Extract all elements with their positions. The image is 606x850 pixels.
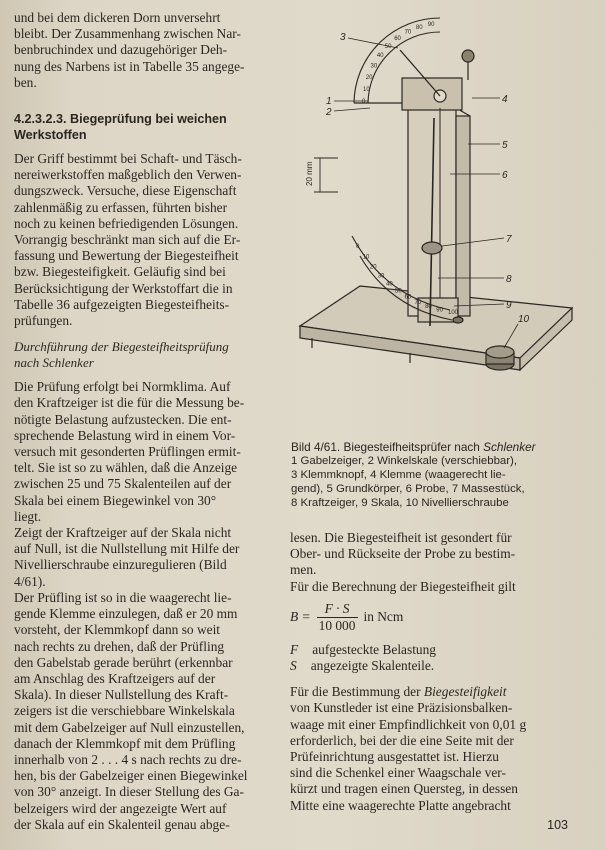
text-line: der Skala auf ein Skalenteil genau abge- bbox=[14, 816, 230, 832]
subheading bbox=[14, 339, 282, 371]
force-scale-label: 10 bbox=[362, 254, 370, 261]
text-line: mit dem Gabelzeiger auf Null einzustellen, bbox=[14, 719, 245, 735]
text-line: Prüfeinrichtung ausgestattet ist. Hierzu bbox=[290, 749, 499, 765]
caption-line: 1 Gabelzeiger, 2 Winkelskale (verschiebbar), bbox=[291, 455, 518, 467]
legend-text: angezeigte Skalenteile. bbox=[310, 658, 435, 674]
caption-title bbox=[291, 440, 591, 454]
force-scale-label: 60 bbox=[404, 294, 412, 301]
caption-line: gend), 5 Grundkörper, 6 Probe, 7 Massestück, bbox=[291, 483, 525, 495]
angle-scale-label: 70 bbox=[404, 29, 412, 36]
caption-line: 8 Kraftzeiger, 9 Skala, 10 Nivellierschraube bbox=[291, 497, 509, 509]
text-line: auf Null, ist die Nullstellung mit Hilfe der bbox=[14, 541, 240, 557]
text-line: dungszweck. Versuche, diese Eigenschaft bbox=[14, 183, 237, 199]
figure-caption bbox=[291, 440, 591, 510]
callout-8: 8 bbox=[506, 274, 512, 285]
force-scale-label: 80 bbox=[425, 304, 432, 311]
formula-denominator: 10 000 bbox=[318, 617, 356, 633]
right-column bbox=[290, 530, 580, 814]
text-line: sprechende Belastung wird in einem Vor- bbox=[14, 427, 236, 443]
callout-10: 10 bbox=[518, 314, 530, 325]
section-title-line2: Werkstoffen bbox=[14, 128, 87, 143]
text-line: den Gabelstab gerade berührt (erkennbar bbox=[14, 654, 233, 670]
text-line: danach der Klemmkopf mit dem Prüfling bbox=[14, 735, 236, 751]
angle-scale-label: 10 bbox=[363, 86, 370, 93]
force-scale-label: 30 bbox=[377, 273, 385, 280]
caption-title-name: Schlenker bbox=[483, 440, 536, 454]
text-line: bzw. Biegesteifigkeit. Geläufig sind bei bbox=[14, 264, 226, 280]
formula-intro: Für die Berechnung der Biegesteifheit gilt bbox=[290, 578, 516, 594]
legend-item bbox=[290, 642, 580, 658]
text-line: innerhalb von 2 . . . 4 s nach rechts zu dre- bbox=[14, 751, 242, 767]
angle-scale-label: 20 bbox=[365, 74, 373, 81]
text-line: vorsteht, der Klemmkopf dann so weit bbox=[14, 622, 221, 638]
text-line: Der Prüfling ist so in die waagerecht lie- bbox=[14, 589, 232, 605]
left-column bbox=[14, 10, 282, 833]
text-line: hen, bis der Gabelzeiger einen Biegewinkel bbox=[14, 768, 248, 784]
page-number: 103 bbox=[547, 818, 568, 832]
formula-unit: in Ncm bbox=[363, 609, 404, 625]
subheading-line2: nach Schlenker bbox=[14, 355, 94, 371]
callout-5: 5 bbox=[502, 140, 508, 151]
text-line: gende Klemme einzulegen, daß er 20 mm bbox=[14, 606, 238, 622]
caption-line: 3 Klemmknopf, 4 Klemme (waagerecht lie- bbox=[291, 469, 506, 481]
text-line: telt. Sie ist so zu wählen, daß die Anzeige bbox=[14, 460, 238, 476]
text-line: ben. bbox=[14, 74, 37, 90]
callout-3: 3 bbox=[340, 32, 346, 43]
text-line: Vorrangig beschränkt man sich auf die Er- bbox=[14, 232, 241, 248]
callout-9: 9 bbox=[506, 300, 512, 311]
paragraph-nullstellung bbox=[14, 525, 282, 590]
paragraph-griff bbox=[14, 151, 282, 329]
callout-4: 4 bbox=[502, 94, 508, 105]
callout-2: 2 bbox=[326, 107, 332, 118]
text-line: prüfungen. bbox=[14, 313, 73, 329]
angle-scale-label: 40 bbox=[376, 53, 384, 60]
text-line: kürzt und tragen einen Quersteg, in dessen bbox=[290, 781, 518, 797]
text-line: bleibt. Der Zusammenhang zwischen Nar- bbox=[14, 26, 241, 42]
text-line: erforderlich, bei der die eine Seite mit der bbox=[290, 732, 514, 748]
force-scale-label: 100 bbox=[448, 310, 459, 316]
callout-7: 7 bbox=[506, 234, 512, 245]
legend-item bbox=[290, 658, 580, 674]
bending-tester-drawing bbox=[290, 8, 595, 433]
text-line: zwischen 25 und 75 Skalenteilen auf der bbox=[14, 476, 232, 492]
text-line: zeigers ist die verschiebbare Winkelskala bbox=[14, 703, 235, 719]
legend-symbol: S bbox=[290, 658, 297, 674]
angle-scale-label: 50 bbox=[384, 43, 392, 50]
weight-piece bbox=[422, 242, 442, 254]
text-line: zahlenmäßig zu erfassen, führten bisher bbox=[14, 199, 228, 215]
formula-numerator: F · S bbox=[317, 601, 358, 618]
text-line: nötigte Belastung aufzustecken. Die ent- bbox=[14, 411, 232, 427]
text-line: Skala). In dieser Nullstellung des Kraft- bbox=[14, 687, 229, 703]
callout-1: 1 bbox=[326, 96, 332, 107]
angle-scale-label: 30 bbox=[370, 63, 378, 70]
section-number: 4.2.3.2.3. bbox=[14, 112, 67, 127]
text-line: nung des Narbens ist in Tabelle 35 angege- bbox=[14, 58, 245, 74]
legend-text: aufgesteckte Belastung bbox=[312, 641, 437, 657]
text-span: Für die Bestimmung der bbox=[290, 684, 424, 700]
paragraph-kunstleder bbox=[290, 684, 580, 814]
section-title-line1: Biegeprüfung bei weichen bbox=[70, 112, 227, 127]
text-line: Berücksichtigung der Werkstoffart die in bbox=[14, 280, 233, 296]
force-scale-label: 50 bbox=[395, 288, 402, 295]
paragraph-pruefling bbox=[14, 590, 282, 833]
text-line: noch zu keinen befriedigenden Lösungen. bbox=[14, 215, 239, 231]
legend-symbol: F bbox=[290, 641, 299, 657]
force-scale-label: 40 bbox=[386, 281, 393, 288]
text-line: benbruchindex und dazugehöriger Deh- bbox=[14, 42, 228, 58]
text-line: Zeigt der Kraftzeiger auf der Skala nicht bbox=[14, 525, 232, 541]
text-line: Nivellierschraube einzuregulieren (Bild bbox=[14, 557, 227, 573]
angle-scale-label: 90 bbox=[427, 22, 435, 28]
text-line: liegt. bbox=[14, 508, 42, 524]
text-line: nereiwerkstoffen maßgeblich den Verwen- bbox=[14, 167, 242, 183]
angle-scale-label: 60 bbox=[394, 35, 401, 42]
text-line: sind die Schenkel einer Waagschale ver- bbox=[290, 765, 506, 781]
section-heading bbox=[14, 111, 282, 143]
text-line: Tabelle 36 aufgezeigten Biegesteifheits- bbox=[14, 296, 230, 312]
text-line: den Kraftzeiger ist die für die Messung be- bbox=[14, 395, 245, 411]
paragraph-lesen bbox=[290, 530, 580, 579]
caption-title-prefix: Bild 4/61. Biegesteifheitsprüfer nach bbox=[291, 440, 484, 454]
text-line: und bei dem dickeren Dorn unversehrt bbox=[14, 10, 221, 25]
formula-legend bbox=[290, 642, 580, 674]
dimension-label: 20 mm bbox=[305, 161, 314, 186]
text-line: fassung und Bewertung der Biegesteifheit bbox=[14, 248, 239, 264]
paragraph-pruefung bbox=[14, 379, 282, 525]
text-line bbox=[290, 684, 580, 700]
intro-paragraph bbox=[14, 10, 282, 91]
callout-6: 6 bbox=[502, 170, 508, 181]
text-line: versuch mit gesonderten Prüflingen ermit- bbox=[14, 444, 241, 460]
angle-scale-label: 80 bbox=[415, 24, 423, 31]
text-line: lesen. Die Biegesteifheit ist gesondert für bbox=[290, 530, 512, 545]
text-line: Mitte eine waagerechte Platte angebracht bbox=[290, 797, 511, 813]
text-line: men. bbox=[290, 562, 317, 578]
text-line: von Kunstleder ist eine Präzisionsbalken- bbox=[290, 700, 513, 716]
text-line: von 30° anzeigt. In dieser Stellung des Ga- bbox=[14, 784, 244, 800]
force-scale-label: 90 bbox=[436, 307, 443, 314]
text-line: belzeigers wird der angezeigte Wert auf bbox=[14, 800, 227, 816]
text-line: Skala bei einem Biegewinkel von 30° bbox=[14, 492, 217, 508]
text-line: Die Prüfung erfolgt bei Normklima. Auf bbox=[14, 379, 231, 395]
force-scale-label: 20 bbox=[369, 264, 377, 271]
formula bbox=[290, 601, 580, 634]
angle-scale-label: 0 bbox=[362, 99, 366, 105]
formula-lhs: B = bbox=[290, 609, 311, 625]
force-scale-label: 0 bbox=[356, 244, 360, 250]
text-line: waage mit einer Empfindlichkeit von 0,01 g bbox=[290, 716, 527, 732]
text-italic: Biegesteifigkeit bbox=[423, 684, 507, 700]
text-line: Der Griff bestimmt bei Schaft- und Täsch- bbox=[14, 151, 242, 167]
subheading-line1: Durchführung der Biegesteifheitsprüfung bbox=[14, 339, 229, 355]
text-line: Ober- und Rückseite der Probe zu bestim- bbox=[290, 546, 516, 562]
text-line: 4/61). bbox=[14, 573, 46, 589]
text-line: am Anschlag des Kraftzeigers auf der bbox=[14, 670, 216, 686]
text-line: nach rechts zu drehen, daß der Prüfling bbox=[14, 638, 225, 654]
force-scale-label: 70 bbox=[414, 299, 422, 306]
